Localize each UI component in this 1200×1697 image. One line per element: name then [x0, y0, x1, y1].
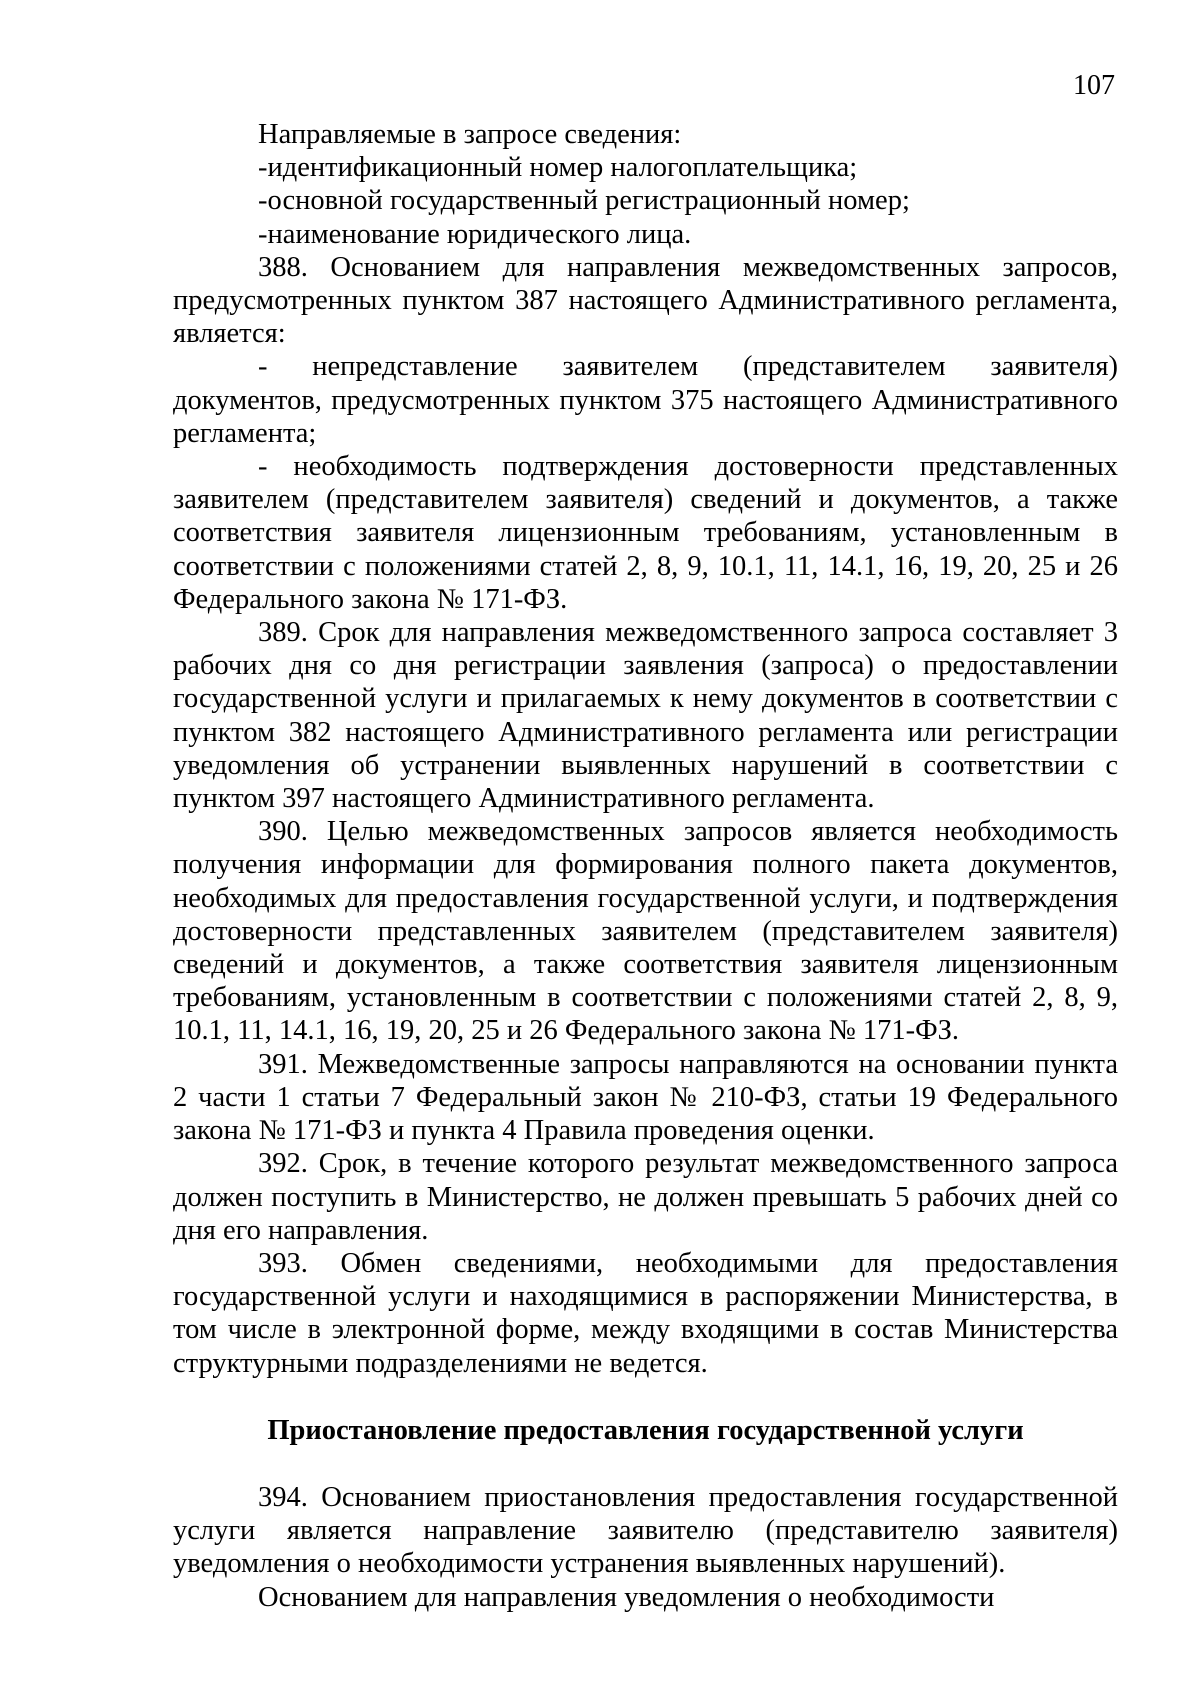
section-heading: Приостановление предоставления государственной услуги — [267, 1414, 1024, 1446]
paragraph: Основанием для направления уведомления о необходимости — [258, 1581, 995, 1613]
paragraph: Направляемые в запросе сведения: — [258, 119, 682, 150]
paragraph-393: 393. Обмен сведениями, необходимыми для предоставления государственной услуги и находящимися в распоряжении Министерства, в том числе в электронной форме, между входящими в состав Министерства структурными подразделениями не ведется. — [173, 1247, 1118, 1379]
document-body — [173, 118, 1118, 1614]
paragraph: - непредставление заявителем (представителем заявителя) документов, предусмотренных пунктом 375 настоящего Административного регламента; — [173, 351, 1118, 449]
paragraph: -основной государственный регистрационный номер; — [258, 185, 910, 217]
paragraph-390: 390. Целью межведомственных запросов является необходимость получения информации для формирования полного пакета документов, необходимых для предоставления государственной услуги, и подтверждения достоверности представленных заявителем (представителем заявителя) сведений и документов, а также соответствия заявителя лицензионным требованиям, установленным в соответствии с положениями статей 2, 8, 9, 10.1, 11, 14.1, 16, 19, 20, 25 и 26 Федерального закона № 171-ФЗ. — [173, 816, 1118, 1047]
paragraph-388: 388. Основанием для направления межведомственных запросов, предусмотренных пунктом 387 настоящего Административного регламента, является: — [173, 251, 1118, 350]
paragraph-389: 389. Срок для направления межведомственного запроса составляет 3 рабочих дня со дня регистрации заявления (запроса) о предоставлении государственной услуги и прилагаемых к нему документов в соответствии с пунктом 382 настоящего Административного регламента или регистрации уведомления об устранении выявленных нарушений в соответствии с пунктом 397 настоящего Административного регламента. — [173, 617, 1118, 815]
paragraph: - необходимость подтверждения достоверности представленных заявителем (представителем заявителя) сведений и документов, а также соответствия заявителя лицензионным требованиям, установленным в соответствии с положениями статей 2, 8, 9, 10.1, 11, 14.1, 16, 19, 20, 25 и 26 Федерального закона № 171-ФЗ. — [173, 451, 1118, 615]
paragraph-392: 392. Срок, в течение которого результат межведомственного запроса должен поступить в Министерство, не должен превышать 5 рабочих дней со дня его направления. — [173, 1148, 1118, 1246]
paragraph: -идентификационный номер налогоплательщика; — [258, 152, 858, 184]
paragraph-391: 391. Межведомственные запросы направляются на основании пункта 2 части 1 статьи 7 Федеральный закон № 210-ФЗ, статьи 19 Федерального закона № 171-ФЗ и пункта 4 Правила проведения оценки. — [173, 1048, 1118, 1147]
paragraph: -наименование юридического лица. — [258, 218, 692, 250]
page-number: 107 — [1073, 70, 1115, 101]
paragraph-394: 394. Основанием приостановления предоставления государственной услуги является направление заявителю (представителю заявителя) уведомления о необходимости устранения выявленных нарушений). — [173, 1481, 1118, 1580]
